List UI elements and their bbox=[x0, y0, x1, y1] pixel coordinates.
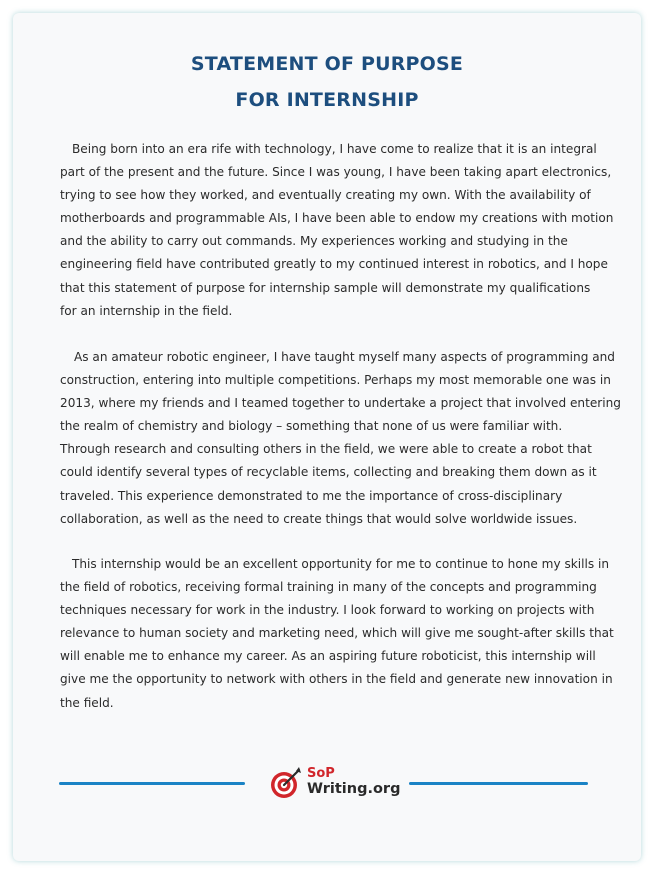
paragraph-line: will enable me to enhance my career. As an aspiring future roboticist, this internship will bbox=[60, 649, 596, 664]
paragraph-line: for an internship in the field. bbox=[60, 303, 233, 318]
paragraph-line: This internship would be an excellent opportunity for me to continue to hone my skills in bbox=[72, 557, 610, 571]
logo-text-sop: SoP bbox=[307, 766, 335, 781]
paragraph-line: trying to see how they worked, and eventually creating my own. With the availability of bbox=[60, 188, 591, 203]
paragraph-line: give me the opportunity to network with others in the field and generate new innovation in bbox=[60, 672, 613, 687]
paragraph-line: motherboards and programmable AIs, I have been able to endow my creations with motion bbox=[60, 211, 614, 226]
paragraph-line: the field of robotics, receiving formal training in many of the concepts and programming bbox=[60, 580, 597, 595]
paragraph-line: the realm of chemistry and biology – something that none of us were familiar with. bbox=[60, 419, 563, 434]
paragraph-2 bbox=[60, 346, 621, 531]
paragraph-line: traveled. This experience demonstrated to me the importance of cross-disciplinary bbox=[60, 488, 563, 503]
paragraph-line: could identify several types of recyclable items, collecting and breaking them down as it bbox=[60, 465, 597, 480]
paragraph-line: collaboration, as well as the need to create things that would solve worldwide issues. bbox=[60, 511, 578, 526]
logo-text-writing: Writing.org bbox=[307, 781, 401, 797]
paragraph-line: relevance to human society and marketing need, which will give me sought-after skills that bbox=[60, 626, 614, 641]
paragraph-line: engineering field have contributed greatly to my continued interest in robotics, and I hope bbox=[60, 257, 608, 272]
paragraph-line: 2013, where my friends and I teamed together to undertake a project that involved entering bbox=[60, 396, 621, 411]
footer-rule-left bbox=[59, 782, 245, 785]
page-title-line-2: FOR INTERNSHIP bbox=[235, 89, 419, 111]
paragraph-line: Through research and consulting others in the field, we were able to create a robot that bbox=[60, 442, 592, 457]
paragraph-1 bbox=[60, 138, 614, 323]
target-arrow-icon bbox=[270, 766, 302, 800]
paragraph-line: techniques necessary for work in the industry. I look forward to working on projects with bbox=[60, 603, 595, 618]
paragraph-line: Being born into an era rife with technology, I have come to realize that it is an integral bbox=[72, 142, 597, 156]
sop-writing-logo[interactable] bbox=[270, 766, 400, 802]
paragraph-line: that this statement of purpose for internship sample will demonstrate my qualifications bbox=[60, 280, 591, 295]
paragraph-line: construction, entering into multiple competitions. Perhaps my most memorable one was in bbox=[60, 373, 611, 388]
paragraph-line: As an amateur robotic engineer, I have taught myself many aspects of programming and bbox=[74, 350, 615, 364]
paragraph-line: the field. bbox=[60, 695, 114, 710]
paragraph-3 bbox=[60, 553, 614, 715]
paragraph-line: and the ability to carry out commands. My experiences working and studying in the bbox=[60, 234, 568, 249]
paragraph-line: part of the present and the future. Since I was young, I have been taking apart electronics, bbox=[60, 165, 612, 180]
page-title-line-1: STATEMENT OF PURPOSE bbox=[190, 53, 464, 75]
footer-rule-right bbox=[409, 782, 588, 785]
